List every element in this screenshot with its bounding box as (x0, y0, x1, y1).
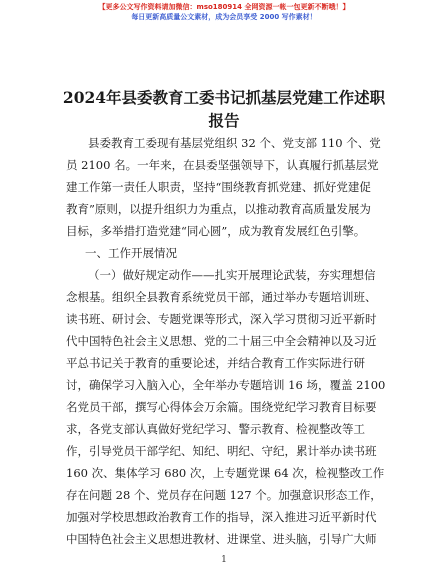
body-line: 160 次、集体学习 680 次，上专题党课 64 次，检视整改工作 (66, 466, 385, 480)
promo-banner (0, 2, 448, 22)
page-number: 1 (221, 555, 227, 565)
body-line: 讨，确保学习入脑入心，全年举办专题培训 16 场，覆盖 2100 (66, 378, 386, 392)
body-line: 中国特色社会主义思想进教材、进课堂、进头脑，引导广大师 (66, 532, 377, 546)
intro-line: 员 2100 名。一年来，在县委坚强领导下，认真履行抓基层党 (66, 158, 379, 172)
body-line: 名党员干部，撰写心得体会万余篇。围绕党纪学习教育目标要 (66, 400, 377, 414)
document-title-line-1: 2024年县委教育工委书记抓基层党建工作述职 (62, 88, 386, 107)
intro-line: 县委教育工委现有基层党组织 32 个、党支部 110 个、党 (88, 136, 381, 150)
promo-banner-line-1: 【更多公文写作资料请加微信：mso180914 全网资源一帐一包更新不断哦！】 (98, 3, 350, 11)
promo-banner-line-2: 每日更新高质量公文素材，成为会员享受 2000 写作素材！ (131, 13, 317, 21)
document-title-line-2: 报告 (208, 111, 240, 130)
body-line: 存在问题 28 个、党员存在问题 127 个。加强意识形态工作， (66, 488, 382, 502)
body-line: 读书班、研讨会、专题党课等形式，深入学习贯彻习近平新时 (66, 312, 377, 326)
body-paragraph (66, 264, 386, 550)
intro-line: 建工作第一责任人职责，坚持“围绕教育抓党建、抓好党建促 (66, 180, 371, 194)
section-heading: 一、工作开展情况 (85, 246, 177, 260)
intro-paragraph (66, 132, 386, 242)
intro-line: 教育”原则，以提升组织力为重点，以推动教育高质量发展为 (66, 202, 371, 216)
body-line: 平总书记关于教育的重要论述，并结合教育工作实际进行研 (66, 356, 365, 370)
body-line: 代中国特色社会主义思想、党的二十届三中全会精神以及习近 (66, 334, 377, 348)
body-line: （一）做好规定动作——扎实开展理论武装，夯实理想信 (88, 268, 376, 282)
body-line: 作，引导党员干部学纪、知纪、明纪、守纪，累计举办读书班 (66, 444, 377, 458)
body-line: 念根基。组织全县教育系统党员干部，通过举办专题培训班、 (66, 290, 377, 304)
body-line: 求，各党支部认真做好党纪学习、警示教育、检视整改等工 (66, 422, 365, 436)
intro-line: 目标，多举措打造党建“同心圆”，成为教育发展红色引擎。 (66, 224, 366, 238)
body-line: 加强对学校思想政治教育工作的指导，深入推进习近平新时代 (66, 510, 377, 524)
